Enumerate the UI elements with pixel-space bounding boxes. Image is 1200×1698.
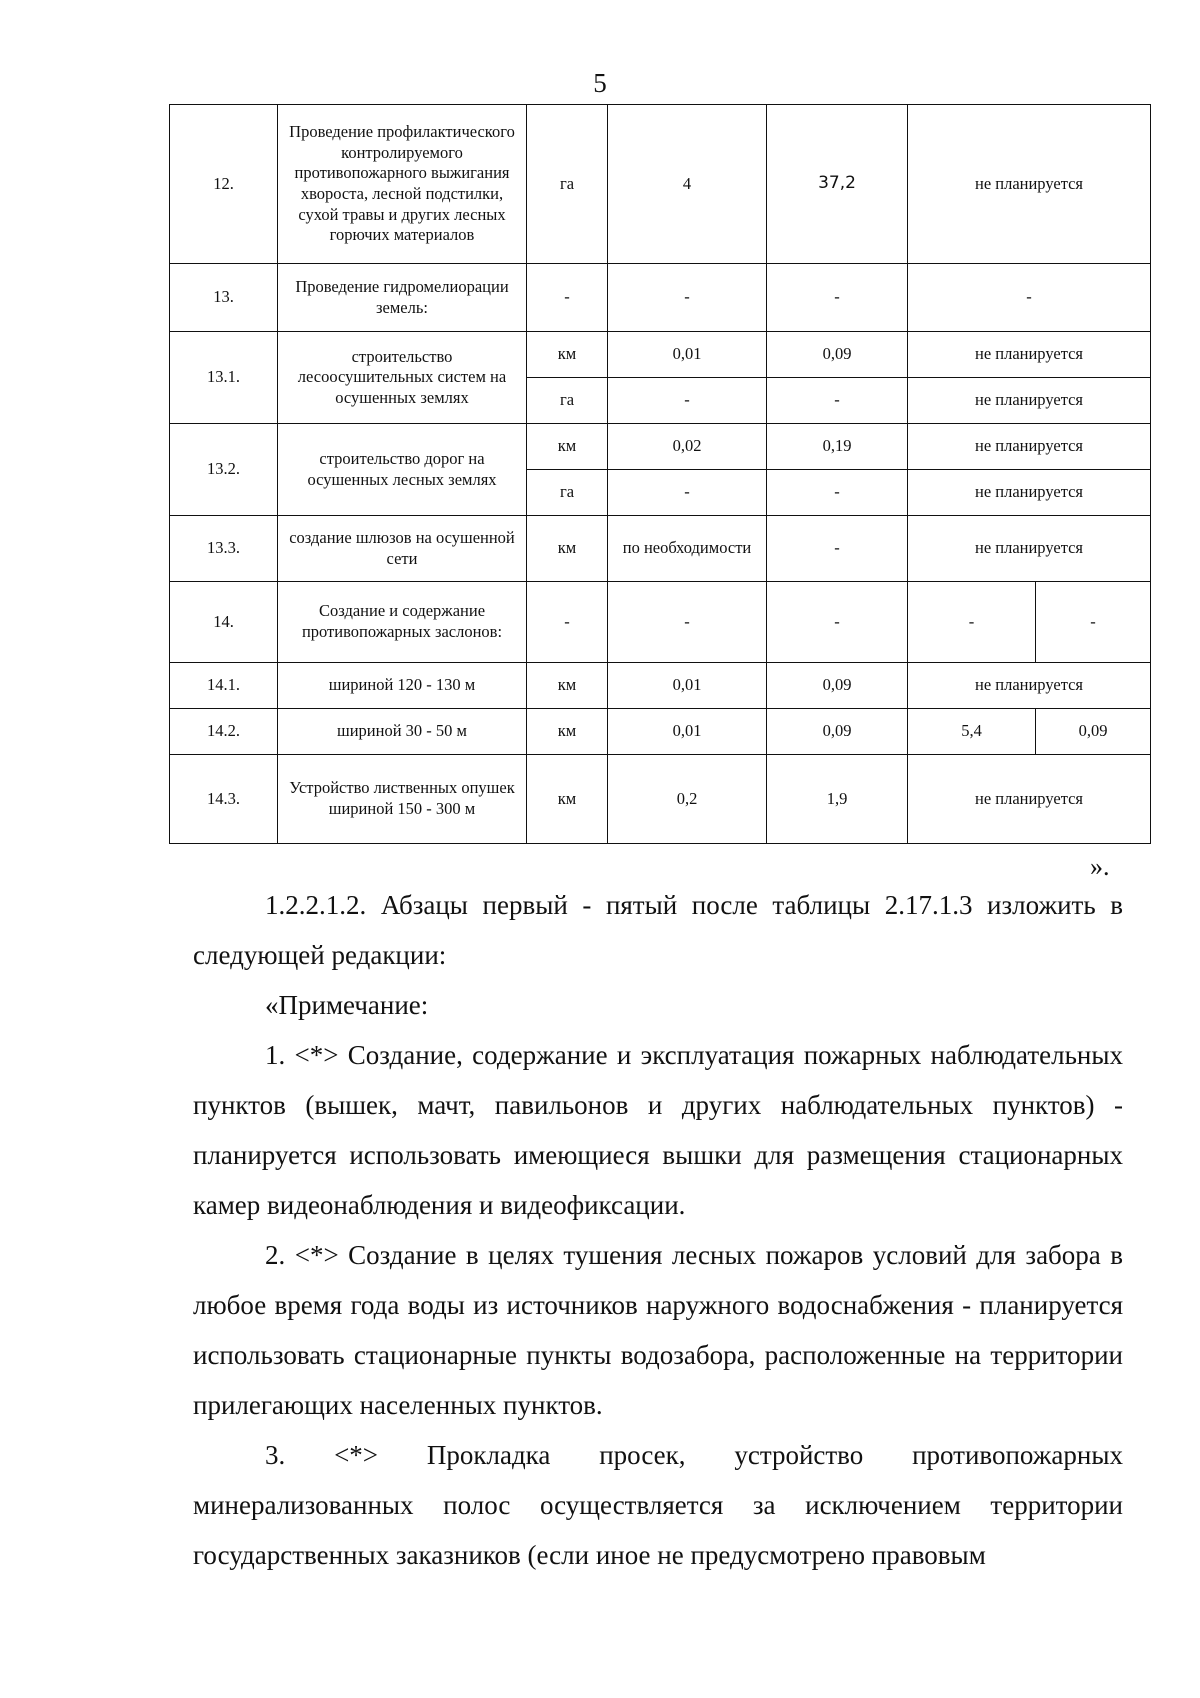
table-row [170, 516, 1151, 582]
value-cell: - [767, 378, 908, 424]
value-cell: 0,01 [608, 663, 767, 709]
table-row [170, 709, 1151, 755]
body-text [193, 880, 1123, 1580]
note-item-1: 1. <*> Создание, содержание и эксплуатация пожарных наблюдательных пунктов (вышек, мачт, павильонов и других наблюдательных пунктов) - планируется использовать имеющиеся вышки для размещения стационарных камер видеонаблюдения и видеофиксации. [193, 1040, 1123, 1220]
value-cell: - [608, 582, 767, 663]
unit-cell: - [527, 582, 608, 663]
note-title: «Примечание: [265, 990, 429, 1020]
value-cell: по необходимости [608, 516, 767, 582]
value-cell: 0,01 [608, 332, 767, 378]
unit-cell: га [527, 105, 608, 264]
table-row [170, 663, 1151, 709]
value-cell: 5,4 [908, 709, 1036, 755]
value-cell: 0,09 [767, 709, 908, 755]
row-number: 13.1. [170, 332, 278, 424]
value-cell: - [767, 470, 908, 516]
measure-name: Проведение профилактического контролируемого противопожарного выжигания хвороста, лесной подстилки, сухой травы и других лесных горючих материалов [278, 105, 527, 264]
status-cell: не планируется [908, 516, 1151, 582]
value-cell: - [767, 516, 908, 582]
value-cell: 0,09 [767, 663, 908, 709]
unit-cell: км [527, 755, 608, 844]
unit-cell: км [527, 709, 608, 755]
measure-name: шириной 120 - 130 м [278, 663, 527, 709]
status-cell: не планируется [908, 755, 1151, 844]
value-cell: 0,01 [608, 709, 767, 755]
row-number: 12. [170, 105, 278, 264]
status-cell: - [908, 264, 1151, 332]
value-cell: 4 [608, 105, 767, 264]
measure-name: создание шлюзов на осушенной сети [278, 516, 527, 582]
status-cell: не планируется [908, 378, 1151, 424]
unit-cell: км [527, 332, 608, 378]
value-cell: 0,02 [608, 424, 767, 470]
table-row [170, 332, 1151, 378]
measures-table [169, 104, 1151, 844]
value-cell: - [608, 378, 767, 424]
row-number: 14.3. [170, 755, 278, 844]
unit-cell: км [527, 424, 608, 470]
value-cell: 1,9 [767, 755, 908, 844]
value-cell: - [767, 264, 908, 332]
note-item-2: 2. <*> Создание в целях тушения лесных пожаров условий для забора в любое время года воды из источников наружного водоснабжения - планируется использовать стационарные пункты водозабора, расположенные на территории прилегающих населенных пунктов. [193, 1240, 1123, 1420]
row-number: 14.1. [170, 663, 278, 709]
unit-cell: км [527, 516, 608, 582]
row-number: 13.3. [170, 516, 278, 582]
value-cell: - [767, 582, 908, 663]
value-cell: - [608, 264, 767, 332]
unit-cell: - [527, 264, 608, 332]
unit-cell: га [527, 378, 608, 424]
closing-quote: ». [1090, 852, 1110, 881]
table-row [170, 424, 1151, 470]
value-cell: 0,2 [608, 755, 767, 844]
measure-name: шириной 30 - 50 м [278, 709, 527, 755]
measure-name: Проведение гидромелиорации земель: [278, 264, 527, 332]
value-cell: - [908, 582, 1036, 663]
value-cell: 37,2 [767, 105, 908, 264]
value-cell: 0,09 [767, 332, 908, 378]
unit-cell: км [527, 663, 608, 709]
unit-cell: га [527, 470, 608, 516]
measure-name: Создание и содержание противопожарных заслонов: [278, 582, 527, 663]
table-row [170, 582, 1151, 663]
status-cell: не планируется [908, 105, 1151, 264]
paragraph-amendment: 1.2.2.1.2. Абзацы первый - пятый после таблицы 2.17.1.3 изложить в следующей редакции: [193, 890, 1123, 970]
page-number: 5 [593, 68, 607, 98]
note-item-3: 3. <*> Прокладка просек, устройство противопожарных минерализованных полос осуществляется за исключением территории государственных заказников (если иное не предусмотрено правовым [193, 1440, 1123, 1570]
row-number: 13. [170, 264, 278, 332]
measure-name: строительство лесоосушительных систем на осушенных землях [278, 332, 527, 424]
row-number: 13.2. [170, 424, 278, 516]
measure-name: строительство дорог на осушенных лесных землях [278, 424, 527, 516]
measure-name: Устройство лиственных опушек шириной 150 - 300 м [278, 755, 527, 844]
status-cell: не планируется [908, 424, 1151, 470]
status-cell: не планируется [908, 332, 1151, 378]
value-cell: - [1036, 582, 1151, 663]
status-cell: не планируется [908, 470, 1151, 516]
value-cell: - [608, 470, 767, 516]
value-cell: 0,19 [767, 424, 908, 470]
row-number: 14. [170, 582, 278, 663]
status-cell: не планируется [908, 663, 1151, 709]
table-row [170, 264, 1151, 332]
value-cell: 0,09 [1036, 709, 1151, 755]
row-number: 14.2. [170, 709, 278, 755]
table-row [170, 105, 1151, 264]
table-row [170, 755, 1151, 844]
